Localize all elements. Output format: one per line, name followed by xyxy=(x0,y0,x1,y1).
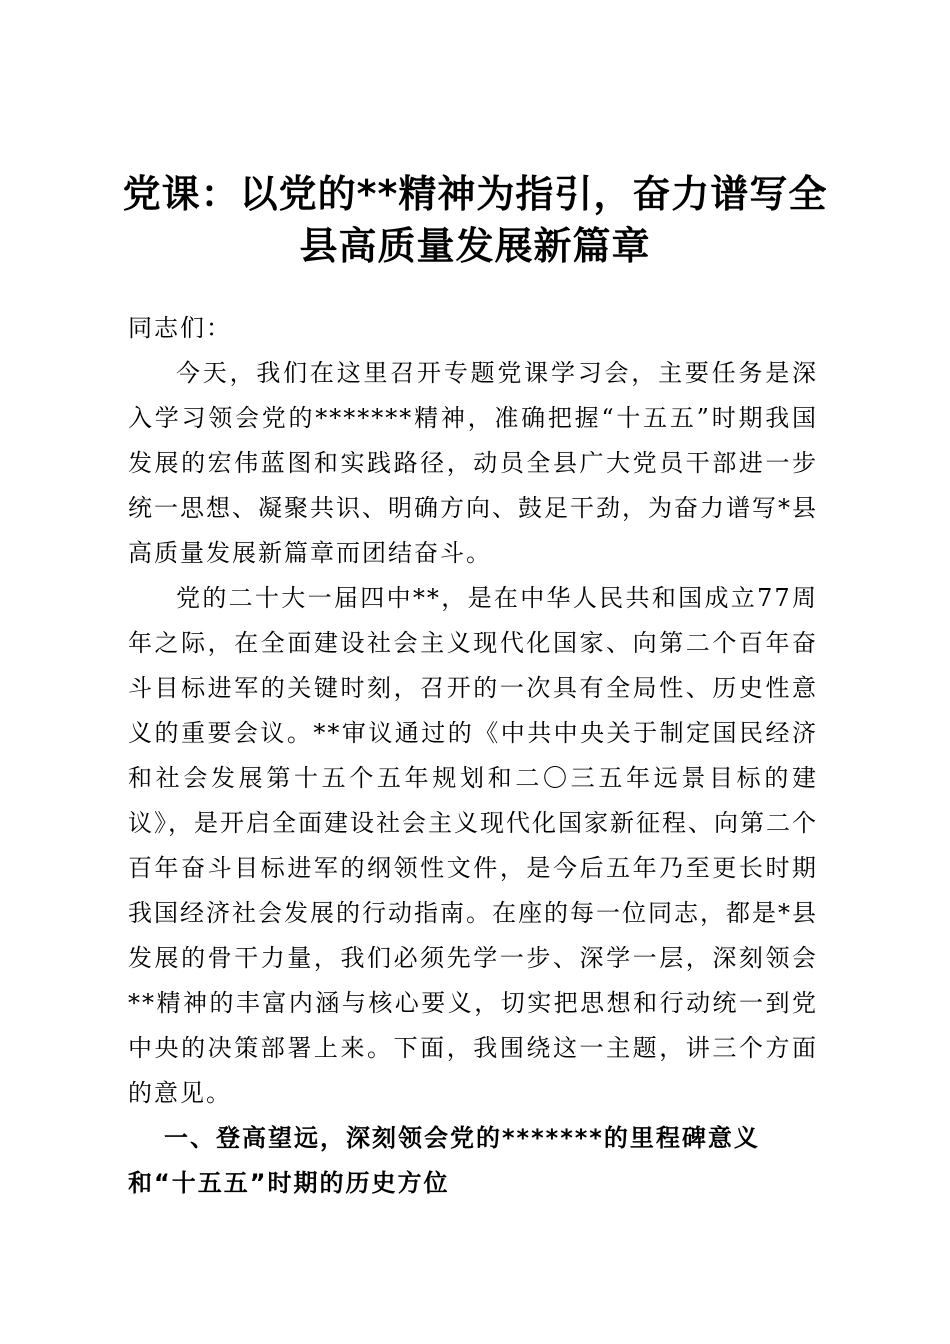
section-heading: 一、登高望远，深刻领会党的*******的里程碑意义和“十五五”时期的历史方位 xyxy=(128,1124,760,1197)
document-body xyxy=(128,306,818,1206)
paragraph-intro: 今天，我们在这里召开专题党课学习会，主要任务是深入学习领会党的*******精神，准确把握“十五五”时期我国发展的宏伟蓝图和实践路径，动员全县广大党员干部进一步统一思想、凝聚共识、明确方向、鼓足干劲，为奋力谱写*县高质量发展新篇章而团结奋斗。 xyxy=(128,359,818,567)
paragraph-background: 党的二十大一届四中**，是在中华人民共和国成立77周年之际，在全面建设社会主义现代化国家、向第二个百年奋斗目标进军的关键时刻，召开的一次具有全局性、历史性意义的重要会议。**审议通过的《中共中央关于制定国民经济和社会发展第十五个五年规划和二〇三五年远景目标的建议》，是开启全面建设社会主义现代化国家新征程、向第二个百年奋斗目标进军的纲领性文件，是今后五年乃至更长时期我国经济社会发展的行动指南。在座的每一位同志，都是*县发展的骨干力量，我们必须先学一步、深学一层，深刻领会**精神的丰富内涵与核心要义，切实把思想和行动统一到党中央的决策部署上来。下面，我围绕这一主题，讲三个方面的意见。 xyxy=(128,584,818,1107)
document-title: 党课：以党的**精神为指引，奋力谱写全县高质量发展新篇章 xyxy=(122,172,828,268)
salutation: 同志们： xyxy=(128,314,232,342)
